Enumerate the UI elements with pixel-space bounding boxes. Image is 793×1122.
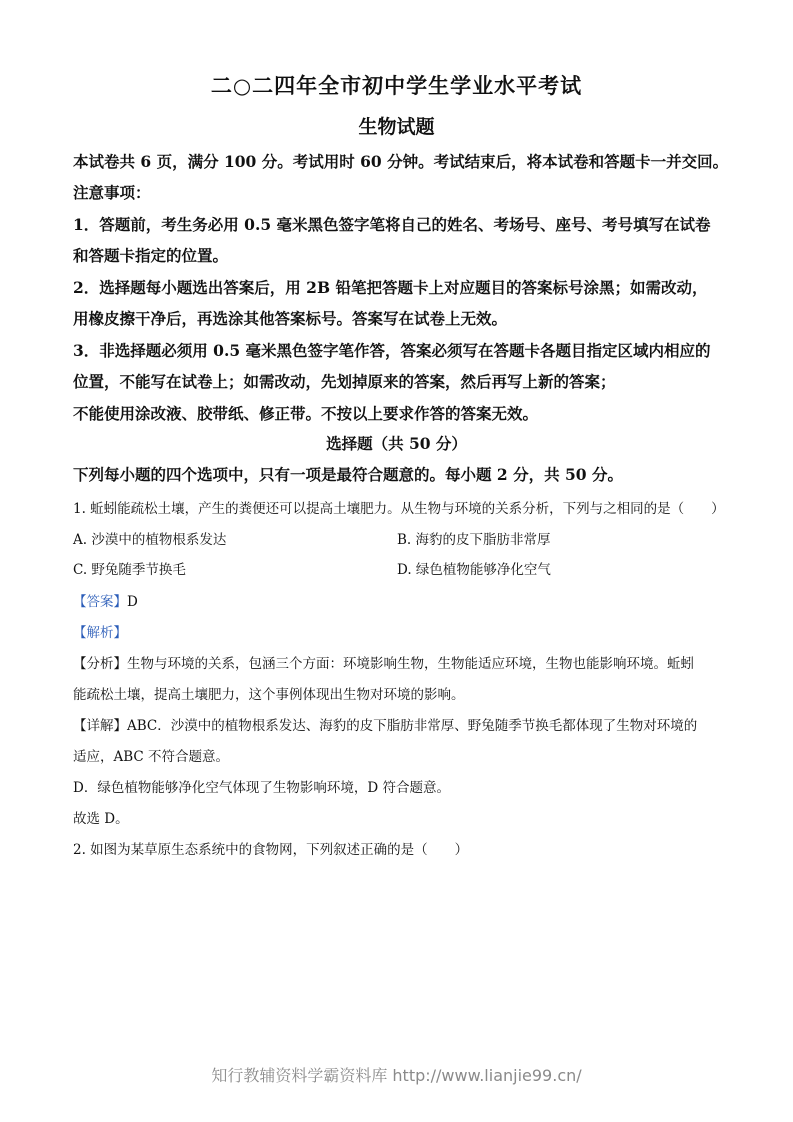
note-line: 3．非选择题必须用 0.5 毫米黑色签字笔作答，答案必须写在答题卡各题目指定区域内相应的 <box>73 341 711 360</box>
section-heading: 选择题（共 50 分） <box>326 434 467 453</box>
fenxi-tag: 【分析】 <box>73 656 127 672</box>
option-b: B. 海豹的皮下脂肪非常厚 <box>397 532 551 548</box>
xiangjie-line <box>73 714 697 734</box>
xiangjie-text: ABC．沙漠中的植物根系发达、海豹的皮下脂肪非常厚、野兔随季节换毛都体现了生物对环境的 <box>127 718 698 734</box>
fenxi-text: 生物与环境的关系，包涵三个方面：环境影响生物，生物能适应环境，生物也能影响环境。蚯蚓 <box>127 656 694 672</box>
footer-watermark: 知行教辅资料学霸资料库 http://www.lianjie99.cn/ <box>211 1066 582 1085</box>
question-1-stem: 1. 蚯蚓能疏松土壤，产生的粪便还可以提高土壤肥力。从生物与环境的关系分析，下列与之相同的是（ ） <box>73 501 725 517</box>
intro-line: 本试卷共 6 页，满分 100 分。考试用时 60 分钟。考试结束后，将本试卷和答题卡一并交回。 <box>73 152 729 171</box>
note-line: 用橡皮擦干净后，再选涂其他答案标号。答案写在试卷上无效。 <box>73 309 508 328</box>
xiangjie-text-3: D．绿色植物能够净化空气体现了生物影响环境，D 符合题意。 <box>73 780 450 796</box>
exam-title: 二○二四年全市初中学生学业水平考试 <box>210 73 583 98</box>
option-a: A. 沙漠中的植物根系发达 <box>73 532 227 548</box>
analysis-tag: 【解析】 <box>73 625 127 641</box>
conclusion: 故选 D。 <box>73 811 129 827</box>
answer-line <box>73 590 138 610</box>
note-line: 和答题卡指定的位置。 <box>73 246 229 265</box>
note-line: 1．答题前，考生务必用 0.5 毫米黑色签字笔将自己的姓名、考场号、座号、考号填写在试卷 <box>73 215 711 234</box>
question-2-stem: 2. 如图为某草原生态系统中的食物网，下列叙述正确的是（ ） <box>73 842 469 858</box>
fenxi-text-2: 能疏松土壤，提高土壤肥力，这个事例体现出生物对环境的影响。 <box>73 687 465 703</box>
note-line: 2．选择题每小题选出答案后，用 2B 铅笔把答题卡上对应题目的答案标号涂黑；如需改动， <box>73 278 708 297</box>
xiangjie-tag: 【详解】 <box>73 718 127 734</box>
note-line: 不能使用涂改液、胶带纸、修正带。不按以上要求作答的答案无效。 <box>73 404 539 423</box>
fenxi-line <box>73 652 694 672</box>
answer-tag: 【答案】 <box>73 594 127 610</box>
section-instruction: 下列每小题的四个选项中，只有一项是最符合题意的。每小题 2 分，共 50 分。 <box>73 465 623 484</box>
subject-title: 生物试题 <box>358 116 435 138</box>
xiangjie-text-2: 适应，ABC 不符合题意。 <box>73 749 230 765</box>
option-c: C. 野兔随季节换毛 <box>73 562 186 578</box>
answer-value: D <box>127 594 138 610</box>
note-line: 位置，不能写在试卷上；如需改动，先划掉原来的答案，然后再写上新的答案； <box>73 372 616 391</box>
notice-title: 注意事项： <box>73 183 151 202</box>
option-d: D. 绿色植物能够净化空气 <box>397 562 551 578</box>
